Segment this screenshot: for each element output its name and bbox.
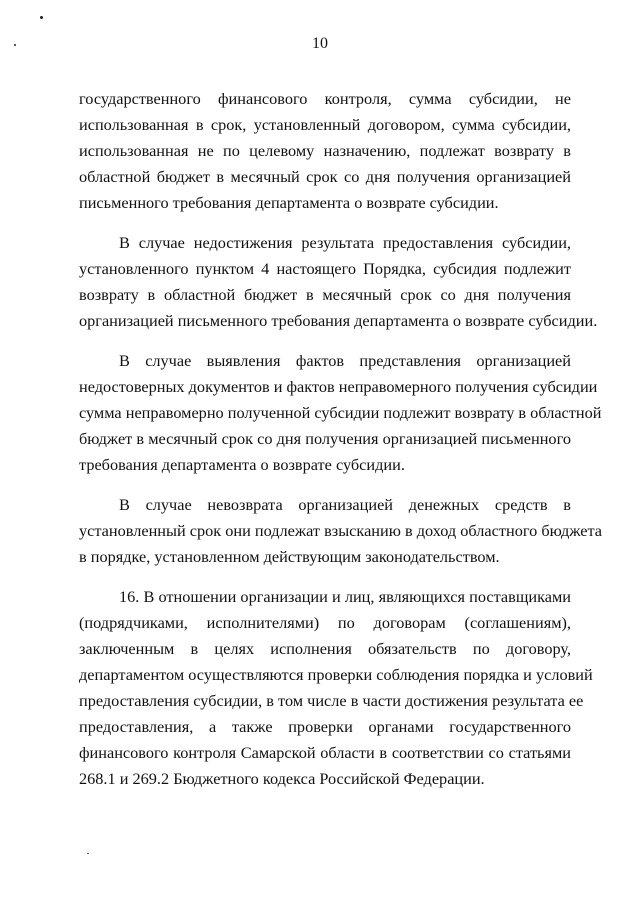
text-line: использованная не по целевому назначению, подлежат возврату в (79, 141, 571, 160)
text-line: заключенным в целях исполнения обязательств по договору, (79, 639, 571, 658)
page-number: 10 (312, 35, 328, 52)
text-line: недостоверных документов и фактов неправомерного получения субсидии (79, 377, 598, 396)
text-line: возврату в областной бюджет в месячный срок со дня получения (79, 285, 571, 304)
text-line: финансового контроля Самарской области в соответствии со статьями (79, 743, 571, 762)
scan-speck (87, 853, 89, 854)
text-line: областной бюджет в месячный срок со дня получения организацией (79, 167, 571, 186)
text-line: сумма неправомерно полученной субсидии подлежит возврату в областной (79, 403, 602, 422)
text-line: 16. В отношении организации и лиц, являющихся поставщиками (119, 587, 571, 606)
paragraph (79, 86, 571, 216)
text-line: письменного требования департамента о возврате субсидии. (79, 193, 499, 212)
text-line: организацией письменного требования департамента о возврате субсидии. (79, 311, 598, 330)
text-line: департаментом осуществляются проверки соблюдения порядка и условий (79, 665, 593, 684)
paragraph (79, 230, 598, 334)
scan-speck (40, 16, 43, 19)
text-line: предоставления, а также проверки органами государственного (79, 717, 571, 736)
text-line: в порядке, установленном действующим законодательством. (79, 547, 500, 566)
paragraph (79, 492, 603, 570)
text-line: установленного пунктом 4 настоящего Порядка, субсидия подлежит (79, 259, 571, 278)
text-line: использованная в срок, установленный договором, сумма субсидии, (79, 115, 571, 134)
text-line: требования департамента о возврате субсидии. (79, 455, 405, 474)
text-line: бюджет в месячный срок со дня получения организацией письменного (79, 429, 571, 448)
text-line: В случае невозврата организацией денежных средств в (119, 495, 571, 514)
text-line: (подрядчиками, исполнителями) по договорам (соглашениям), (79, 613, 571, 632)
document-body (79, 86, 603, 792)
text-line: 268.1 и 269.2 Бюджетного кодекса Российской Федерации. (79, 769, 485, 788)
text-line: предоставления субсидии, в том числе в части достижения результата ее (79, 691, 584, 710)
text-line: В случае выявления фактов представления организацией (119, 351, 571, 370)
text-line: установленный срок они подлежат взысканию в доход областного бюджета (79, 521, 603, 540)
paragraph (79, 584, 593, 792)
text-line: государственного финансового контроля, сумма субсидии, не (79, 89, 571, 108)
text-line: В случае недостижения результата предоставления субсидии, (119, 233, 571, 252)
paragraph (79, 348, 602, 478)
